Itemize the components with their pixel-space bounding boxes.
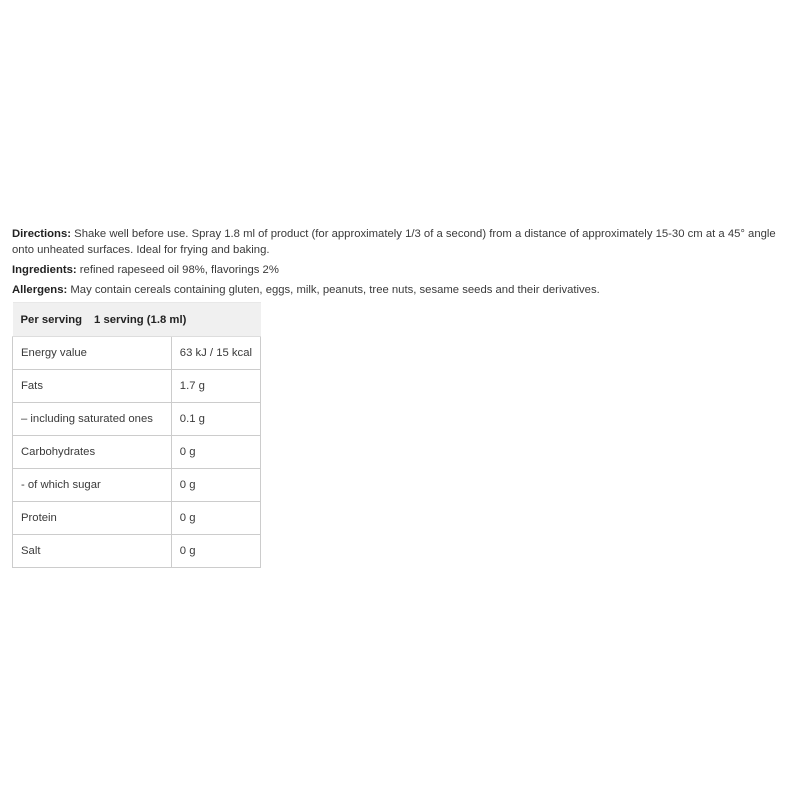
header-serving-size: 1 serving (1.8 ml): [94, 313, 187, 326]
table-row: [13, 469, 261, 502]
directions-label: Directions:: [12, 228, 72, 240]
ingredients-label: Ingredients:: [12, 264, 77, 276]
nutrient-name: - of which sugar: [13, 469, 172, 502]
allergens-text: May contain cereals containing gluten, eggs, milk, peanuts, tree nuts, sesame seeds and their derivatives.: [67, 284, 600, 296]
nutrient-value: 0 g: [171, 502, 260, 535]
nutrition-table: [12, 302, 261, 568]
nutrition-header-cell: [13, 303, 261, 337]
nutrient-name: Energy value: [13, 337, 172, 370]
nutrition-header-row: [13, 303, 261, 337]
nutrient-name: Salt: [13, 535, 172, 568]
nutrient-value: 0.1 g: [171, 403, 260, 436]
table-row: [13, 436, 261, 469]
product-info: [12, 226, 792, 568]
allergens-label: Allergens:: [12, 284, 68, 296]
nutrient-name: Fats: [13, 370, 172, 403]
nutrient-value: 0 g: [171, 436, 260, 469]
table-row: [13, 403, 261, 436]
nutrient-name: Protein: [13, 502, 172, 535]
nutrient-name: – including saturated ones: [13, 403, 172, 436]
table-row: [13, 502, 261, 535]
directions-paragraph: [12, 226, 792, 258]
ingredients-paragraph: [12, 262, 792, 278]
allergens-paragraph: [12, 282, 792, 298]
ingredients-text: refined rapeseed oil 98%, flavorings 2%: [76, 264, 279, 276]
nutrient-value: 63 kJ / 15 kcal: [171, 337, 260, 370]
table-row: [13, 535, 261, 568]
nutrient-value: 1.7 g: [171, 370, 260, 403]
nutrient-name: Carbohydrates: [13, 436, 172, 469]
directions-text: Shake well before use. Spray 1.8 ml of product (for approximately 1/3 of a second) from a distance of approximately 15-30 cm at a 45° angle onto unheated surfaces. Ideal for frying and baking.: [12, 228, 776, 256]
nutrient-value: 0 g: [171, 469, 260, 502]
table-row: [13, 370, 261, 403]
header-per-serving: Per serving: [20, 313, 83, 326]
nutrient-value: 0 g: [171, 535, 260, 568]
table-row: [13, 337, 261, 370]
